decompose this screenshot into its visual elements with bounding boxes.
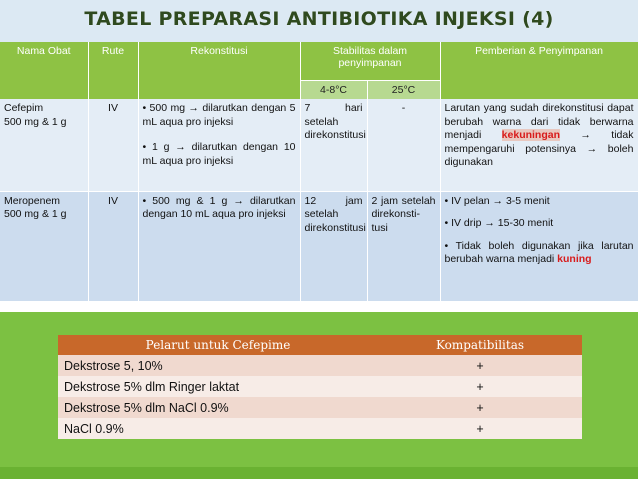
- drug-dose: 500 mg & 1 g: [4, 115, 67, 128]
- cell-nama-obat: [0, 99, 88, 191]
- drug-name: Cefepim: [4, 102, 44, 114]
- table-row-cefepim: [0, 99, 638, 191]
- cell-nama-obat: [0, 191, 88, 301]
- pelarut-name: Dekstrose 5% dlm NaCl 0.9%: [58, 397, 378, 418]
- cell-rute: IV: [88, 191, 138, 301]
- rekonstitusi-item: • 500 mg → dilarutkan dengan 5 mL aqua pro injeksi: [142, 102, 296, 128]
- table-row: [58, 418, 582, 439]
- cell-rute: IV: [88, 99, 138, 191]
- table-row: [58, 376, 582, 397]
- drug-dose: 500 mg & 1 g: [4, 208, 67, 220]
- header-rekonstitusi: Rekonstitusi: [138, 42, 300, 99]
- header-rute: Rute: [88, 42, 138, 99]
- pemberian-item: [445, 240, 634, 267]
- cell-stab-cold: 12 jam setelah direkonstitusi: [300, 191, 367, 301]
- compat-value: +: [378, 376, 582, 397]
- header-stab-room: 25°C: [367, 81, 440, 100]
- compat-header-pelarut: Pelarut untuk Cefepime: [58, 335, 378, 355]
- pelarut-name: Dekstrose 5, 10%: [58, 355, 378, 376]
- drug-name: Meropenem: [4, 194, 61, 207]
- page-title: TABEL PREPARASI ANTIBIOTIKA INJEKSI (4): [84, 8, 554, 30]
- table-row: [58, 355, 582, 376]
- rekonstitusi-item: • 1 g → dilarutkan dengan 10 mL aqua pro injeksi: [142, 141, 296, 167]
- compat-header-kompatibilitas: Kompatibilitas: [378, 335, 582, 355]
- pemberian-item: • IV pelan → 3-5 menit: [444, 194, 550, 207]
- pemberian-text: → tidak mempengaruhi potensinya → boleh digunakan: [444, 129, 634, 168]
- bottom-stripe: [0, 467, 638, 479]
- header-stabilitas: Stabilitas dalam penyimpanan: [300, 42, 440, 81]
- highlight-kuning: kuning: [557, 253, 592, 265]
- header-stab-cold: 4-8°C: [300, 81, 367, 100]
- pelarut-name: NaCl 0.9%: [58, 418, 378, 439]
- header-pemberian: Pemberian & Penyimpanan: [440, 42, 638, 99]
- compat-value: +: [378, 397, 582, 418]
- table-row-meropenem: [0, 191, 638, 301]
- pelarut-name: Dekstrose 5% dlm Ringer laktat: [58, 376, 378, 397]
- pemberian-text: • Tidak boleh digunakan jika larutan berubah warna menjadi: [444, 239, 634, 265]
- compatibility-table: [58, 335, 582, 439]
- highlight-kekuningan: kekuningan: [501, 129, 561, 141]
- cell-pemberian: [440, 99, 638, 191]
- cell-stab-room: -: [367, 99, 440, 191]
- cell-stab-cold: 7 hari setelah direkonstitusi: [300, 99, 367, 191]
- cell-rekonstitusi: • 500 mg & 1 g → dilarutkan dengan 10 mL aqua pro injeksi: [138, 191, 300, 301]
- compat-value: +: [378, 355, 582, 376]
- cell-rekonstitusi: [138, 99, 300, 191]
- pemberian-item: • IV drip → 15-30 menit: [444, 217, 554, 229]
- cell-pemberian: [440, 191, 638, 301]
- pemberian-text: Larutan yang sudah direkonstitusi dapat berubah warna dari tidak berwarna menjadi: [444, 102, 634, 141]
- preparation-table: [0, 42, 638, 301]
- compat-value: +: [378, 418, 582, 439]
- cell-stab-room: 2 jam setelah direkonsti-tusi: [367, 191, 440, 301]
- header-nama-obat: Nama Obat: [0, 42, 88, 99]
- table-row: [58, 397, 582, 418]
